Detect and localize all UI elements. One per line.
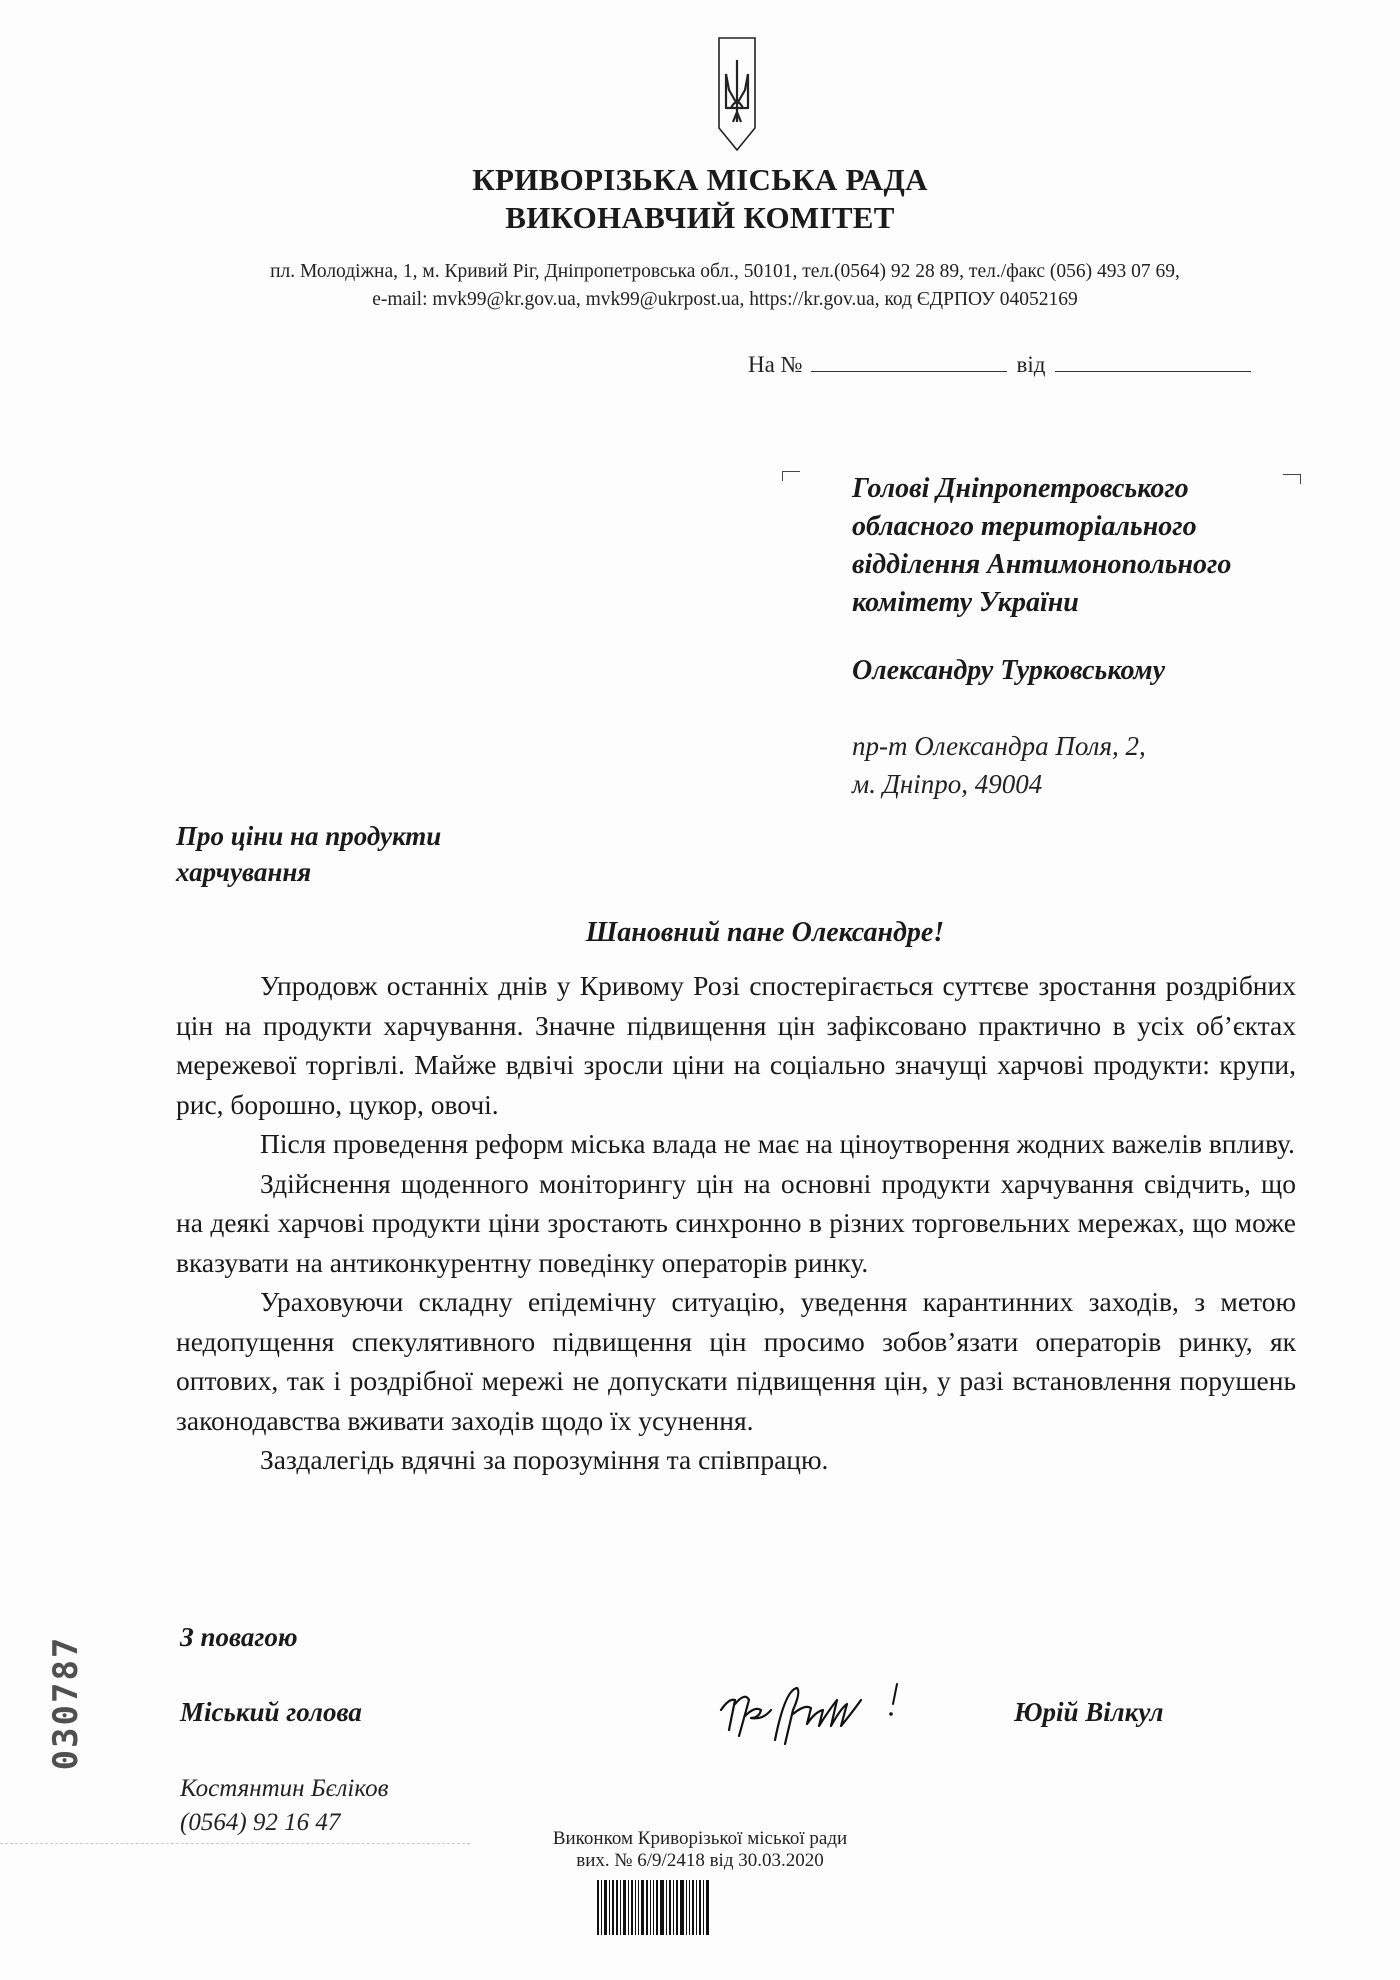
subject-line: Про ціни на продукти xyxy=(176,821,442,851)
addressee-line: відділення Антимонопольного xyxy=(852,549,1232,580)
organization-name: КРИВОРІЗЬКА МІСЬКА РАДА xyxy=(472,162,928,197)
closing-phrase: З повагою xyxy=(180,1622,298,1652)
reference-date-label: від xyxy=(1016,352,1046,377)
executor-phone: (0564) 92 16 47 xyxy=(180,1809,341,1836)
executor-name: Костянтин Бєліков xyxy=(180,1775,389,1802)
reference-line xyxy=(748,352,1251,378)
incoming-number-stamp xyxy=(36,1628,96,1778)
incoming-number: 030787 xyxy=(46,1635,86,1771)
letter-body xyxy=(176,966,1296,1480)
executor-info xyxy=(180,1772,388,1840)
scan-artifact-line xyxy=(0,1843,470,1844)
addressee-line: комітету України xyxy=(852,587,1079,618)
reference-date-blank xyxy=(1055,371,1251,372)
body-paragraph: Упродовж останніх днів у Кривому Розі спостерігається суттєве зростання роздрібних цін на продукти харчування. Значне підвищення цін зафіксовано практично в усіх об’єктах мережевої торгівлі. Майже вдвічі зросли ціни на соціально значущі харчові продукти: крупи, рис, борошно, цукор, овочі. xyxy=(176,970,1296,1120)
address-line: пр-т Олександра Поля, 2, xyxy=(852,731,1146,761)
organization-department: ВИКОНАВЧИЙ КОМІТЕТ xyxy=(505,200,895,235)
reference-number-label: На № xyxy=(748,352,803,377)
registration-org: Виконком Криворізької міської ради xyxy=(552,1828,848,1849)
letter-subject xyxy=(176,818,441,890)
registration-stamp xyxy=(490,1828,910,1872)
handwritten-signature-icon xyxy=(715,1670,985,1750)
barcode-icon xyxy=(597,1880,765,1935)
subject-line: харчування xyxy=(176,857,312,887)
body-paragraph: Після проведення реформ міська влада не має на ціноутворення жодних важелів впливу. xyxy=(260,1128,1295,1159)
addressee-name: Олександру Турковському xyxy=(852,655,1165,686)
organization-email-web: e-mail: mvk99@kr.gov.ua, mvk99@ukrpost.ua, https://kr.gov.ua, код ЄДРПОУ 04052169 xyxy=(372,289,1078,310)
organization-address: пл. Молодіжна, 1, м. Кривий Ріг, Дніпропетровська обл., 50101, тел.(0564) 92 28 89, тел./факс (056) 493 07 69, xyxy=(270,261,1180,282)
body-paragraph: Здійснення щоденного моніторингу цін на основні продукти харчування свідчить, що на деякі харчові продукти ціни зростають синхронно в різних торговельних мережах, що може вказувати на антиконкурентну поведінку операторів ринку. xyxy=(176,1167,1296,1278)
ukraine-trident-coat-of-arms-icon xyxy=(717,36,757,154)
salutation: Шановний пане Олександре! xyxy=(585,917,945,948)
addressee-title xyxy=(852,470,1231,622)
address-line: м. Дніпро, 49004 xyxy=(852,769,1043,799)
body-paragraph: Заздалегідь вдячні за порозуміння та співпрацю. xyxy=(260,1444,829,1475)
address-bracket-left xyxy=(782,471,800,481)
registration-number: вих. № 6/9/2418 від 30.03.2020 xyxy=(576,1850,824,1871)
addressee-line: обласного територіального xyxy=(852,511,1197,542)
addressee-line: Голові Дніпропетровського xyxy=(852,473,1189,504)
signatory-name: Юрій Вілкул xyxy=(1014,1697,1164,1727)
address-bracket-right xyxy=(1283,474,1301,484)
signatory-position: Міський голова xyxy=(180,1697,362,1727)
body-paragraph: Ураховуючи складну епідемічну ситуацію, уведення карантинних заходів, з метою недопущення спекулятивного підвищення цін просимо зобов’язати операторів ринку, як оптових, так і роздрібної мережі не допускати підвищення цін, у разі встановлення порушень законодавства вживати заходів щодо їх усунення. xyxy=(176,1286,1296,1436)
reference-number-blank xyxy=(811,371,1007,372)
addressee-address xyxy=(852,727,1146,803)
